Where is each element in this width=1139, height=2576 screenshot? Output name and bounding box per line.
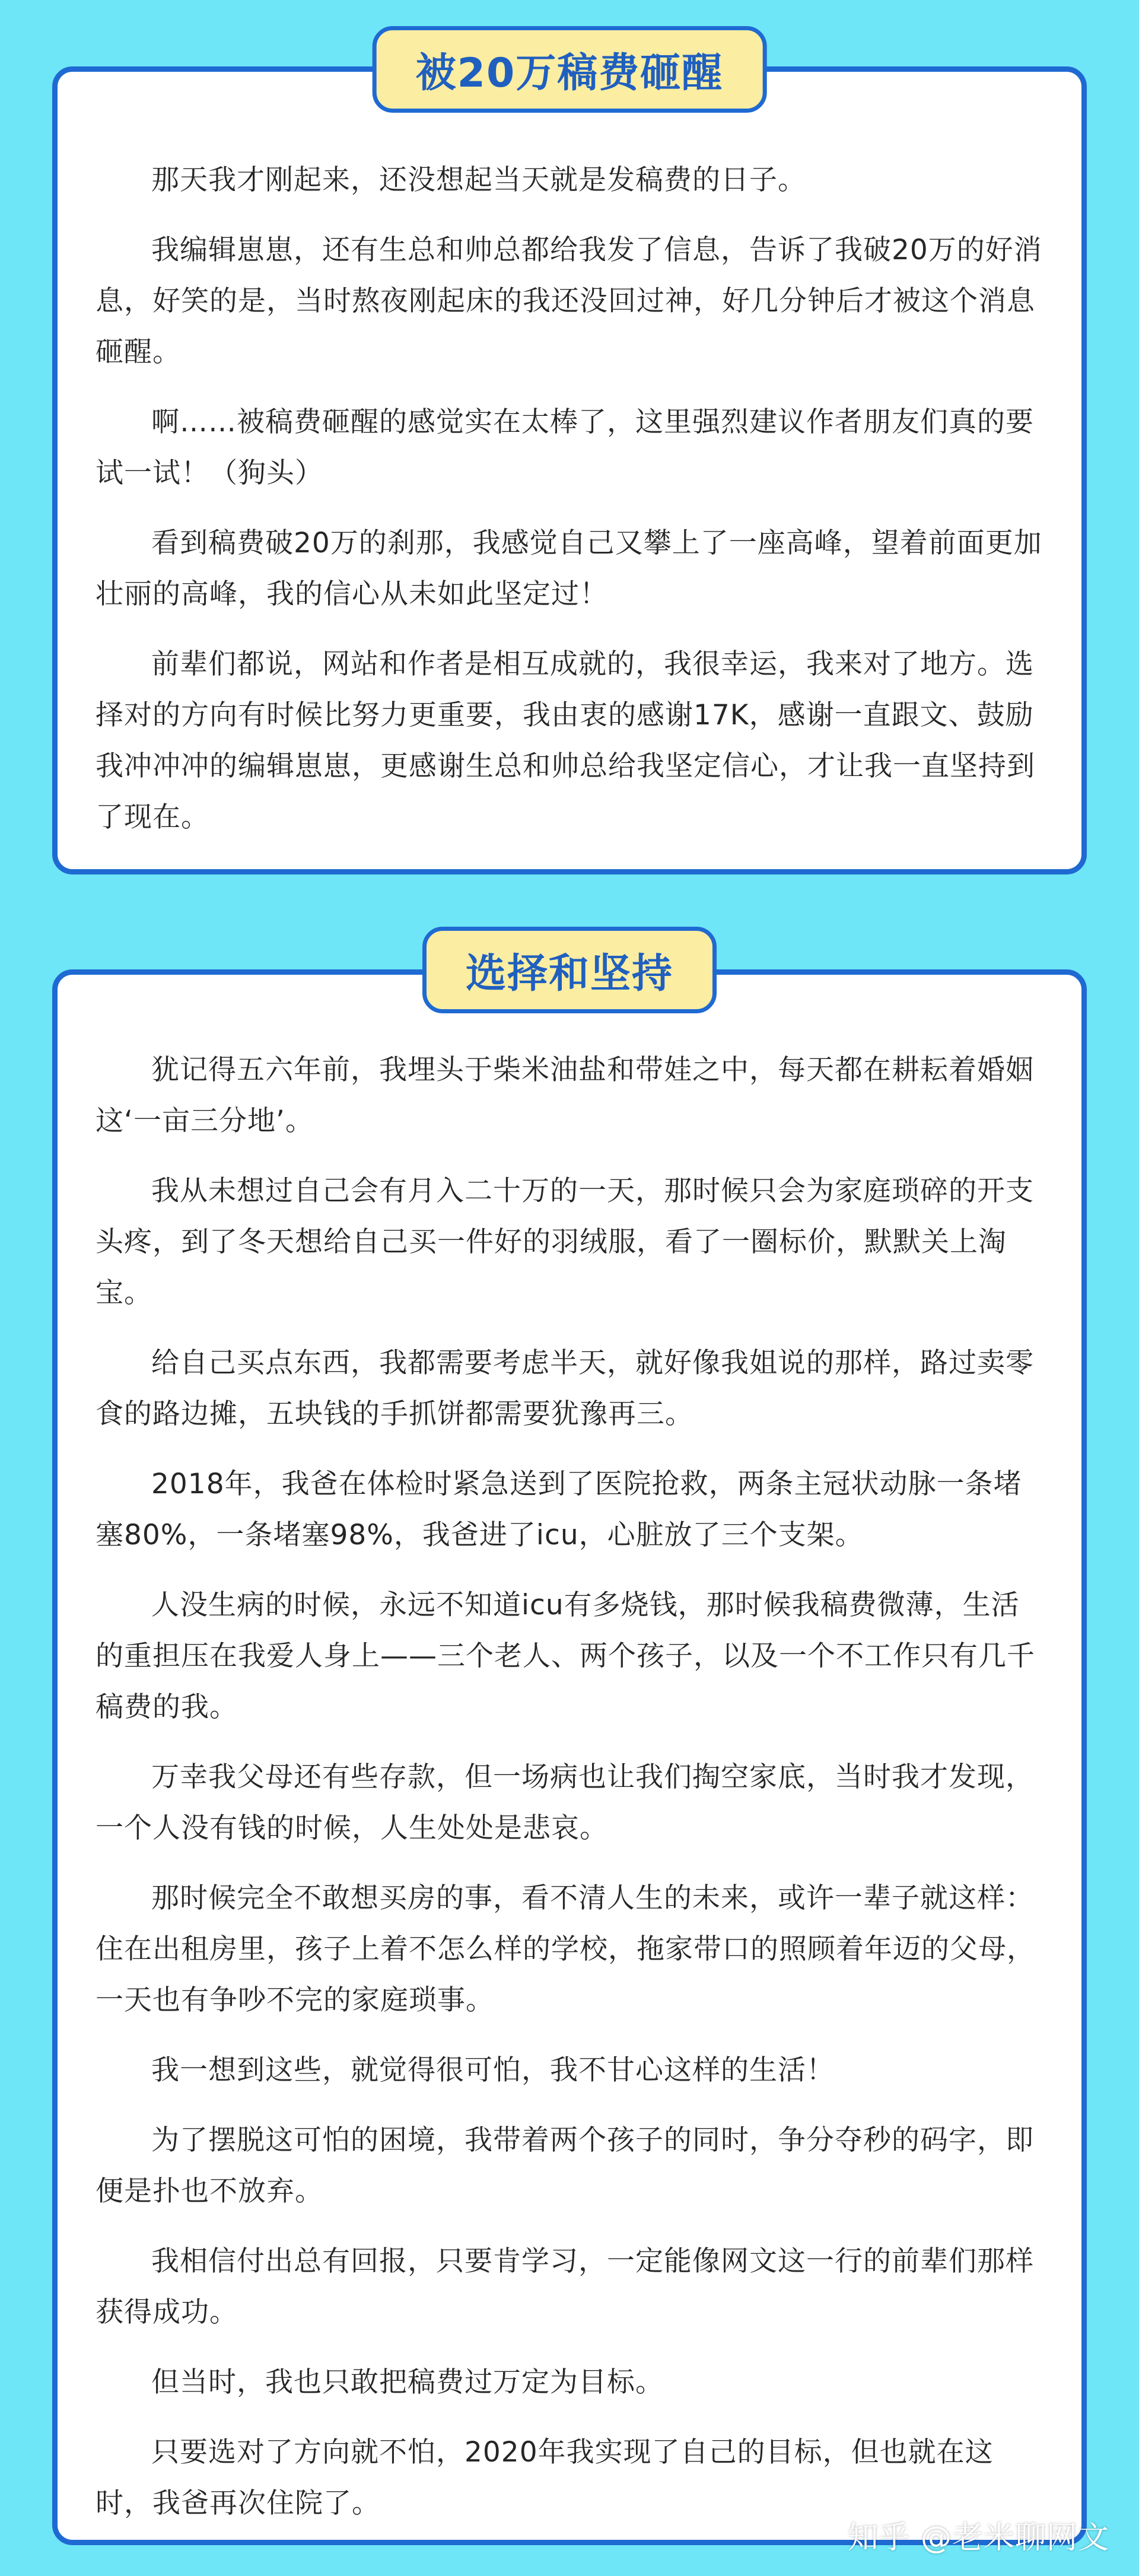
paragraph: 啊……被稿费砸醒的感觉实在太棒了，这里强烈建议作者朋友们真的要试一试！（狗头） <box>96 406 1034 489</box>
paragraph: 只要选对了方向就不怕，2020年我实现了自己的目标，但也就在这时，我爸再次住院了。 <box>96 2436 994 2520</box>
section-card-1 <box>52 66 1087 874</box>
paragraph: 犹记得五六年前，我埋头于柴米油盐和带娃之中，每天都在耕耘着婚姻这‘一亩三分地’。 <box>96 1054 1034 1137</box>
section-2-title-badge <box>422 927 717 1013</box>
paragraph: 万幸我父母还有些存款，但一场病也让我们掏空家底，当时我才发现，一个人没有钱的时候，人生处处是悲哀。 <box>96 1761 1034 1844</box>
section-1-title-badge <box>373 26 767 113</box>
paragraph: 但当时，我也只敢把稿费过万定为目标。 <box>151 2366 664 2399</box>
section-2-title: 选择和坚持 <box>465 950 674 997</box>
paragraph: 2018年，我爸在体检时紧急送到了医院抢救，两条主冠状动脉一条堵塞80%，一条堵塞98%，我爸进了icu，心脏放了三个支架。 <box>96 1468 1022 1551</box>
section-card-2 <box>52 969 1087 2545</box>
paragraph: 人没生病的时候，永远不知道icu有多烧钱，那时候我稿费微薄，生活的重担压在我爱人身上——三个老人、两个孩子，以及一个不工作只有几千稿费的我。 <box>96 1589 1035 1723</box>
paragraph: 那天我才刚起来，还没想起当天就是发稿费的日子。 <box>151 164 806 196</box>
paragraph: 前辈们都说，网站和作者是相互成就的，我很幸运，我来对了地方。选择对的方向有时候比努力更重要，我由衷的感谢17K，感谢一直跟文、鼓励我冲冲冲的编辑崽崽，更感谢生总和帅总给我坚定信心，才让我一直坚持到了现在。 <box>96 648 1035 834</box>
paragraph: 我一想到这些，就觉得很可怕，我不甘心这样的生活！ <box>151 2054 835 2087</box>
paragraph: 给自己买点东西，我都需要考虑半天，就好像我姐说的那样，路过卖零食的路边摊，五块钱的手抓饼都需要犹豫再三。 <box>96 1347 1034 1430</box>
paragraph: 我编辑崽崽，还有生总和帅总都给我发了信息，告诉了我破20万的好消息，好笑的是，当时熬夜刚起床的我还没回过神，好几分钟后才被这个消息砸醒。 <box>96 234 1042 368</box>
section-1-body <box>96 155 1043 862</box>
paragraph: 那时候完全不敢想买房的事，看不清人生的未来，或许一辈子就这样：住在出租房里，孩子上着不怎么样的学校，拖家带口的照顾着年迈的父母，一天也有争吵不完的家庭琐事。 <box>96 1882 1035 2017</box>
paragraph: 我从未想过自己会有月入二十万的一天，那时候只会为家庭琐碎的开支头疼，到了冬天想给自己买一件好的羽绒服，看了一圈标价，默默关上淘宝。 <box>96 1175 1034 1309</box>
paragraph: 为了摆脱这可怕的困境，我带着两个孩子的同时，争分夺秒的码字，即便是扑也不放弃。 <box>96 2124 1034 2208</box>
paragraph: 我相信付出总有回报，只要肯学习，一定能像网文这一行的前辈们那样获得成功。 <box>96 2245 1034 2329</box>
watermark: 知乎 @老米聊网文 <box>847 2520 1109 2556</box>
paragraph: 看到稿费破20万的刹那，我感觉自己又攀上了一座高峰，望着前面更加壮丽的高峰，我的信心从未如此坚定过！ <box>96 527 1042 610</box>
section-1-title: 被20万稿费砸醒 <box>415 49 724 97</box>
section-2-body <box>96 1045 1043 2548</box>
